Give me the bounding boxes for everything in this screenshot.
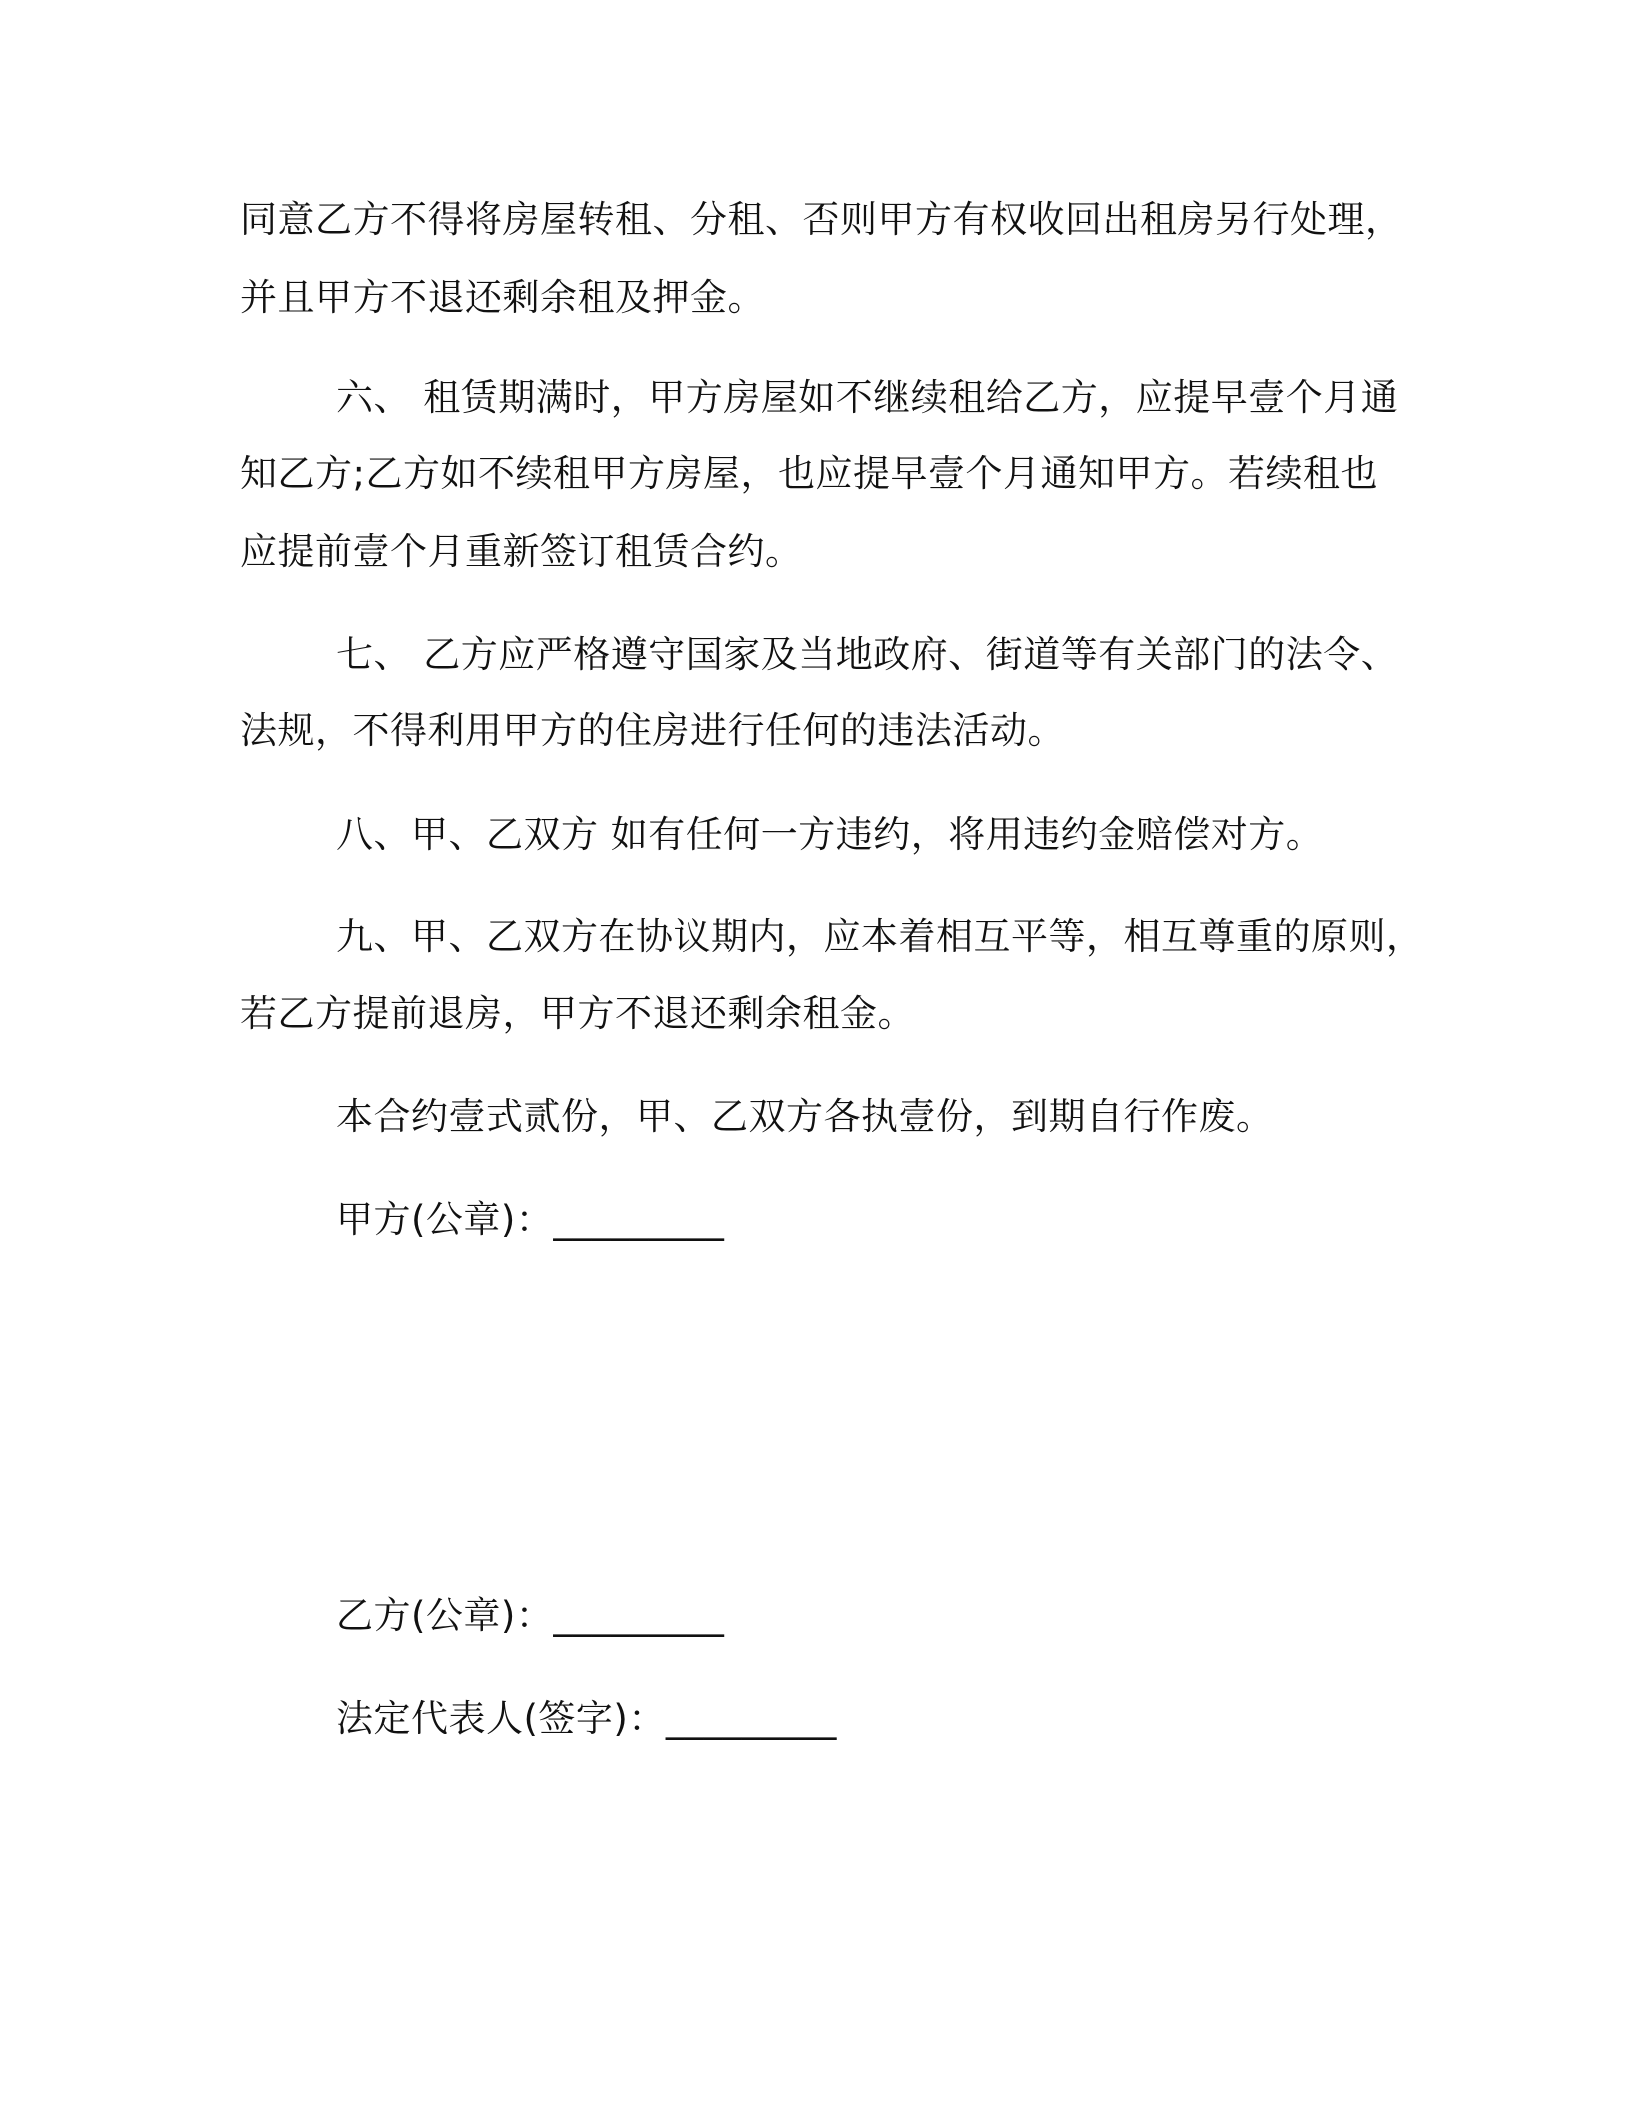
paragraph-6-line-1: 六、 租赁期满时，甲方房屋如不继续租给乙方，应提早壹个月通 xyxy=(336,376,1399,419)
paragraph-6-line-3: 应提前壹个月重新签订租赁合约。 xyxy=(240,530,803,573)
closing-clause: 本合约壹式贰份，甲、乙双方各执壹份，到期自行作废。 xyxy=(336,1095,1274,1138)
paragraph-9-line-1: 九、甲、乙双方在协议期内，应本着相互平等，相互尊重的原则， xyxy=(336,915,1424,958)
paragraph-7-line-1: 七、 乙方应严格遵守国家及当地政府、街道等有关部门的法令、 xyxy=(336,633,1399,676)
party-b-signature-line: 乙方(公章)：_________ xyxy=(336,1594,725,1637)
paragraph-5-line-1: 同意乙方不得将房屋转租、分租、否则甲方有权收回出租房另行处理， xyxy=(240,198,1403,241)
paragraph-8-line-1: 八、甲、乙双方 如有任何一方违约，将用违约金赔偿对方。 xyxy=(336,813,1324,856)
paragraph-7-line-2: 法规，不得利用甲方的住房进行任何的违法活动。 xyxy=(240,709,1065,752)
paragraph-9-line-2: 若乙方提前退房，甲方不退还剩余租金。 xyxy=(240,992,915,1035)
paragraph-6-line-2: 知乙方;乙方如不续租甲方房屋，也应提早壹个月通知甲方。若续租也 xyxy=(240,452,1378,495)
legal-representative-signature-line: 法定代表人(签字)：_________ xyxy=(336,1697,837,1740)
party-a-signature-line: 甲方(公章)：_________ xyxy=(336,1198,725,1241)
paragraph-5-line-2: 并且甲方不退还剩余租及押金。 xyxy=(240,276,765,319)
